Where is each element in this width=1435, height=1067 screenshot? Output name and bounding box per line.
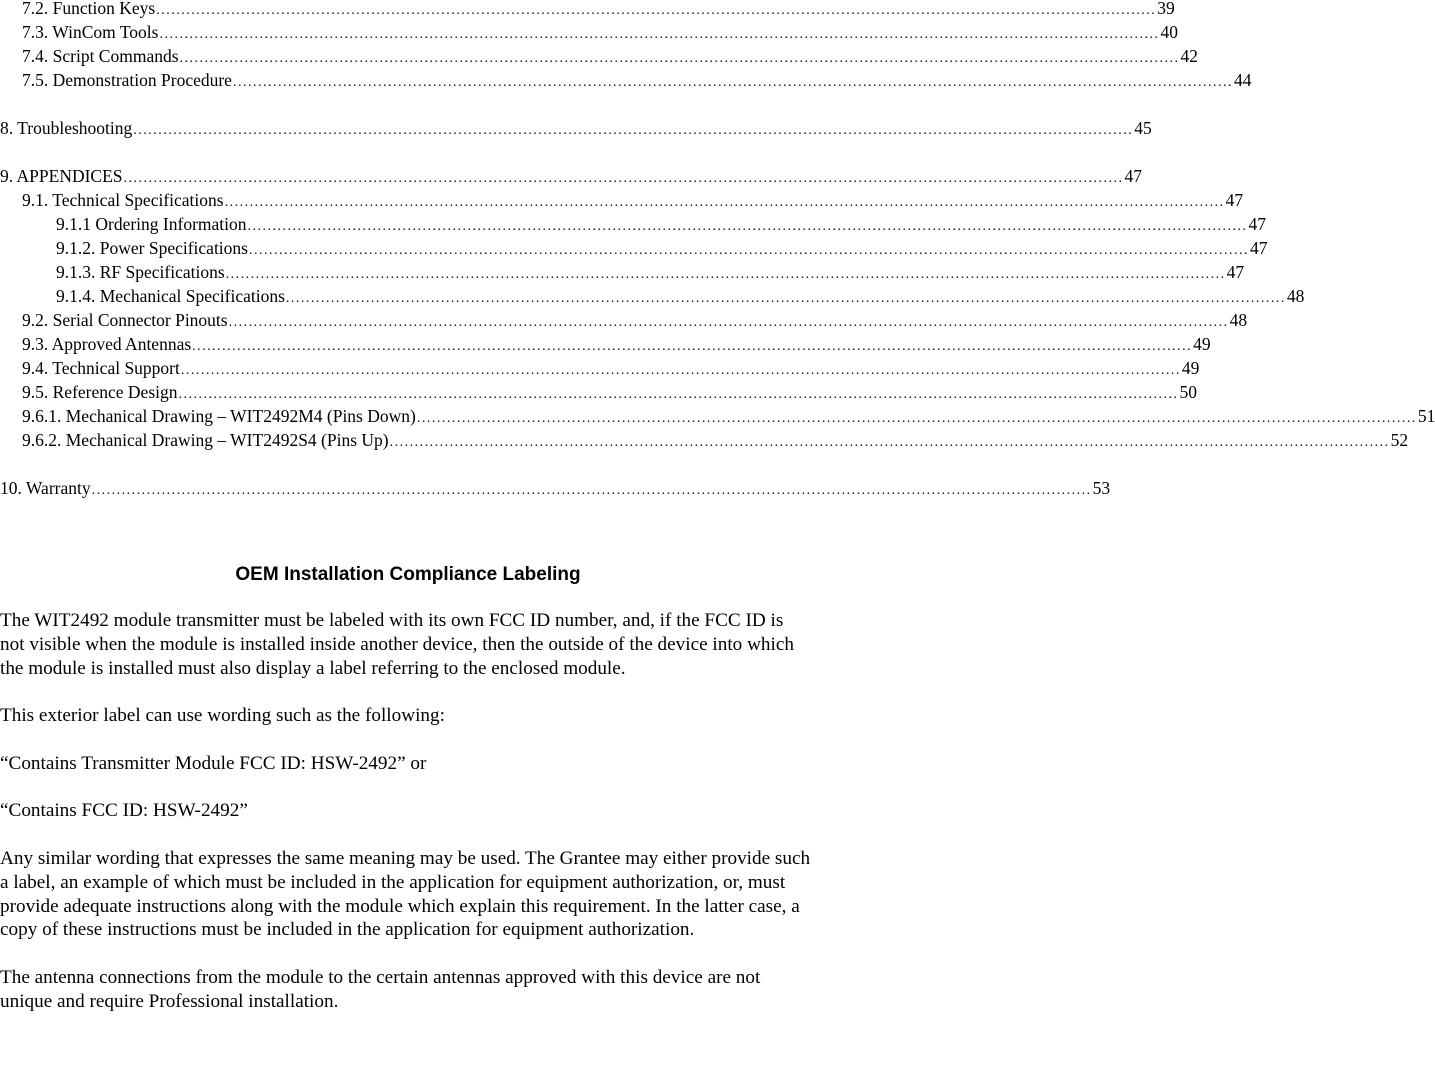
toc-entry-label: 7.2. Function Keys	[22, 0, 156, 18]
toc-leader-dots: ........................................................................................................................................................................................................	[389, 435, 1390, 450]
toc-leader-dots: ........................................................................................................................................................................................................	[156, 3, 1157, 18]
toc-leader-dots: ........................................................................................................................................................................................................	[179, 51, 1180, 66]
toc-entry[interactable]	[0, 284, 1305, 308]
toc-entry-label: 9.1.2. Power Specifications	[56, 238, 248, 258]
toc-entry[interactable]	[0, 0, 1175, 20]
toc-entry-page: 50	[1179, 382, 1197, 402]
toc-entry-label: 9.3. Approved Antennas	[22, 334, 192, 354]
paragraph: The antenna connections from the module to the certain antennas approved with this device are not unique and require Professional installation.	[0, 966, 761, 1012]
toc-entry-page: 47	[1124, 166, 1143, 186]
toc-entry-label: 7.4. Script Commands	[22, 46, 179, 66]
toc-leader-dots: ........................................................................................................................................................................................................	[232, 75, 1233, 90]
section-title: OEM Installation Compliance Labeling	[235, 564, 581, 585]
toc-leader-dots: ........................................................................................................................................................................................................	[224, 195, 1225, 210]
toc-entry-label: 8. Troubleshooting	[0, 118, 133, 138]
toc-entry-label: 9.5. Reference Design	[22, 382, 178, 402]
toc-entry-label: 9.4. Technical Support	[22, 358, 180, 378]
toc-entry-label: 10. Warranty	[0, 478, 91, 498]
toc-entry-page: 49	[1181, 358, 1200, 378]
toc-entry[interactable]	[0, 164, 1143, 188]
toc-leader-dots: ........................................................................................................................................................................................................	[285, 291, 1286, 306]
toc-entry[interactable]	[0, 20, 1178, 44]
toc-entry-page: 48	[1286, 286, 1305, 306]
toc-entry[interactable]	[0, 260, 1245, 284]
toc-entry[interactable]	[0, 428, 1409, 452]
toc-entry[interactable]	[0, 356, 1200, 380]
paragraph: The WIT2492 module transmitter must be labeled with its own FCC ID number, and, if the FCC ID is not visible when the module is installed inside another device, then the outside of the device into which the module is installed must also display a label referring to the enclosed module.	[0, 610, 794, 679]
toc-leader-dots: ........................................................................................................................................................................................................	[123, 171, 1124, 186]
toc-entry-page: 47	[1249, 238, 1268, 258]
toc-entry[interactable]	[0, 380, 1197, 404]
toc-leader-dots: ........................................................................................................................................................................................................	[180, 363, 1181, 378]
toc-entry-page: 40	[1160, 22, 1178, 42]
toc-entry[interactable]	[0, 236, 1268, 260]
toc-entry-page: 49	[1193, 334, 1211, 354]
toc-leader-dots: ........................................................................................................................................................................................................	[91, 483, 1092, 498]
section-body	[0, 609, 812, 1037]
toc-entry[interactable]	[0, 212, 1267, 236]
toc-leader-dots: ........................................................................................................................................................................................................	[228, 315, 1229, 330]
toc-entry-page: 47	[1226, 262, 1245, 282]
toc-entry[interactable]	[0, 404, 1435, 428]
toc-leader-dots: ........................................................................................................................................................................................................	[159, 27, 1160, 42]
toc-entry-page: 42	[1180, 46, 1199, 66]
toc-leader-dots: ........................................................................................................................................................................................................	[248, 243, 1249, 258]
toc-entry-label: 9.6.2. Mechanical Drawing – WIT2492S4 (Pins Up)	[22, 430, 389, 450]
table-of-contents	[0, 0, 1435, 500]
toc-entry-label: 9.6.1. Mechanical Drawing – WIT2492M4 (Pins Down)	[22, 406, 416, 426]
toc-spacer	[0, 92, 816, 116]
toc-entry-label: 9.1.4. Mechanical Specifications	[56, 286, 285, 306]
toc-entry[interactable]	[0, 68, 1252, 92]
toc-leader-dots: ........................................................................................................................................................................................................	[192, 339, 1193, 354]
toc-spacer	[0, 452, 816, 476]
toc-entry-page: 48	[1229, 310, 1248, 330]
toc-entry-page: 45	[1134, 118, 1152, 138]
toc-entry-page: 47	[1248, 214, 1267, 234]
toc-entry-label: 9.2. Serial Connector Pinouts	[22, 310, 228, 330]
paragraph: Any similar wording that expresses the same meaning may be used. The Grantee may either provide such a label, an example of which must be included in the application for equipment authorization, or, must provide adequate instructions along with the module which explain this requirement. In the latter case, a copy of these instructions must be included in the application for equipment authorization.	[0, 847, 811, 941]
toc-entry-page: 44	[1233, 70, 1252, 90]
toc-entry[interactable]	[0, 332, 1211, 356]
toc-entry-page: 51	[1417, 406, 1435, 426]
toc-entry-label: 7.5. Demonstration Procedure	[22, 70, 232, 90]
toc-leader-dots: ........................................................................................................................................................................................................	[178, 387, 1179, 402]
toc-leader-dots: ........................................................................................................................................................................................................	[225, 267, 1226, 282]
toc-leader-dots: ........................................................................................................................................................................................................	[416, 411, 1417, 426]
toc-entry[interactable]	[0, 116, 1152, 140]
paragraph: “Contains Transmitter Module FCC ID: HSW-2492” or	[0, 752, 427, 774]
toc-entry-label: 9.1. Technical Specifications	[22, 190, 224, 210]
toc-entry-label: 9. APPENDICES	[0, 166, 123, 186]
toc-entry-label: 7.3. WinCom Tools	[22, 22, 159, 42]
toc-entry-page: 52	[1390, 430, 1409, 450]
toc-entry-page: 47	[1225, 190, 1244, 210]
toc-leader-dots: ........................................................................................................................................................................................................	[133, 123, 1134, 138]
toc-spacer	[0, 140, 816, 164]
toc-leader-dots: ........................................................................................................................................................................................................	[247, 219, 1248, 234]
toc-entry-page: 53	[1092, 478, 1111, 498]
toc-entry-label: 9.1.3. RF Specifications	[56, 262, 225, 282]
toc-entry[interactable]	[0, 476, 1111, 500]
toc-entry[interactable]	[0, 308, 1248, 332]
toc-entry[interactable]	[0, 44, 1199, 68]
paragraph: This exterior label can use wording such as the following:	[0, 705, 445, 727]
paragraph: “Contains FCC ID: HSW-2492”	[0, 800, 248, 822]
toc-entry-label: 9.1.1 Ordering Information	[56, 214, 247, 234]
toc-entry[interactable]	[0, 188, 1244, 212]
toc-entry-page: 39	[1157, 0, 1175, 18]
